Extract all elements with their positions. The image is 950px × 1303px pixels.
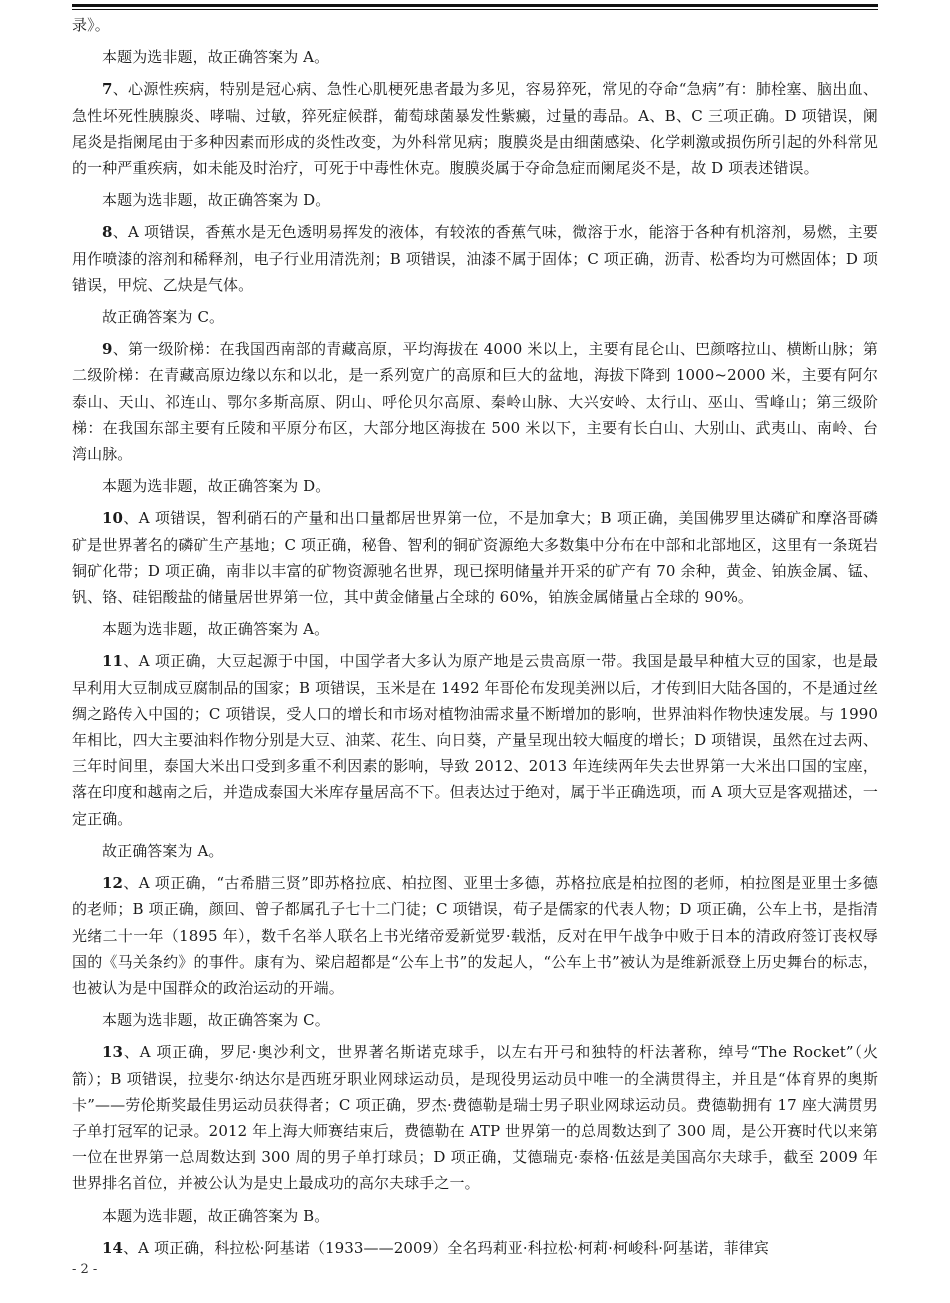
paragraph-text: 本题为选非题，故正确答案为 A。 [102,48,330,67]
answer-conclusion-paragraph [72,473,878,499]
answer-explanation-paragraph [72,336,878,467]
answer-conclusion-paragraph [72,304,878,330]
answer-conclusion-paragraph [72,838,878,864]
paragraph-text: 本题为选非题，故正确答案为 D。 [102,477,331,496]
question-number: 7 [102,80,113,99]
paragraph-text: 故正确答案为 A。 [102,841,224,860]
answer-explanation-paragraph [72,219,878,298]
paragraph-text: 、A 项正确，大豆起源于中国，中国学者大多认为原产地是云贵高原一带。我国是最早种植大豆的国家，也是最早利用大豆制成豆腐制品的国家；B 项错误，玉米是在 1492 年哥伦布发现美洲以后，才传到旧大陆各国的，不是通过丝绸之路传入中国的；C 项错误，受人口的增长和市场对植物油需求量不断增加的影响，世界油料作物快速发展。与 1990 年相比，四大主要油料作物分别是大豆、油菜、花生、向日葵，产量呈现出较大幅度的增长；D 项错误，虽然在过去两、三年时间里，泰国大米出口受到多重不利因素的影响，导致 2012、2013 年连续两年失去世界第一大米出口国的宝座，落在印度和越南之后，并造成泰国大米库存量居高不下。但表达过于绝对，属于半正确选项，而 A 项大豆是客观描述，一定正确。 [72,652,878,828]
answer-explanation-paragraph [72,505,878,610]
paragraph-text: 、A 项正确，“古希腊三贤”即苏格拉底、柏拉图、亚里士多德，苏格拉底是柏拉图的老师，柏拉图是亚里士多德的老师；B 项正确，颜回、曾子都属孔子七十二门徒；C 项错误，荀子是儒家的代表人物；D 项正确，公车上书，是指清光绪二十一年（1895 年），数千名举人联名上书光绪帝爱新觉罗·载湉，反对在甲午战争中败于日本的清政府签订丧权辱国的《马关条约》的事件。康有为、梁启超都是“公车上书”的发起人，“公车上书”被认为是维新派登上历史舞台的标志，也被认为是中国群众的政治运动的开端。 [72,874,878,997]
answer-conclusion-paragraph [72,1007,878,1033]
page-number: - 2 - [72,1262,98,1277]
question-number: 9 [102,340,113,359]
answer-explanation-paragraph [72,76,878,181]
answer-conclusion-paragraph [72,187,878,213]
paragraph-text: 、A 项错误，香蕉水是无色透明易挥发的液体，有较浓的香蕉气味，微溶于水，能溶于各种有机溶剂，易燃，主要用作喷漆的溶剂和稀释剂，电子行业用清洗剂；B 项错误，油漆不属于固体；C 项正确，沥青、松香均为可燃固体；D 项错误，甲烷、乙炔是气体。 [72,223,878,294]
paragraph-text: 、A 项错误，智利硝石的产量和出口量都居世界第一位，不是加拿大；B 项正确，美国佛罗里达磷矿和摩洛哥磷矿是世界著名的磷矿生产基地；C 项正确，秘鲁、智利的铜矿资源绝大多数集中分布在中部和北部地区，这里有一条斑岩铜矿化带；D 项正确，南非以丰富的矿物资源驰名世界，现已探明储量并开采的矿产有 70 余种，黄金、铂族金属、锰、钒、铬、硅铝酸盐的储量居世界第一位，其中黄金储量占全球的 60%，铂族金属储量占全球的 90%。 [72,509,878,607]
paragraph-text: 故正确答案为 C。 [102,308,225,327]
answer-conclusion-paragraph [72,616,878,642]
question-number: 10 [102,509,124,528]
answer-explanation-paragraph [72,870,878,1001]
question-number: 11 [102,652,124,671]
question-number: 12 [102,874,124,893]
paragraph-text: 、心源性疾病，特别是冠心病、急性心肌梗死患者最为多见，容易猝死，常见的夺命“急病”有：肺栓塞、脑出血、急性坏死性胰腺炎、哮喘、过敏，猝死症候群，葡萄球菌暴发性紫癜，过量的毒品。A、B、C 三项正确。D 项错误，阑尾炎是指阑尾由于多种因素而形成的炎性改变，为外科常见病；腹膜炎是由细菌感染、化学刺激或损伤所引起的外科常见的一种严重疾病，如未能及时治疗，可死于中毒性休克。腹膜炎属于夺命急症而阑尾炎不是，故 D 项表述错误。 [72,80,878,178]
answer-conclusion-paragraph [72,1203,878,1229]
paragraph-text: 本题为选非题，故正确答案为 C。 [102,1011,330,1030]
question-number: 8 [102,223,113,242]
answer-explanation-paragraph [72,1235,878,1261]
answer-explanation-paragraph [72,1039,878,1196]
paragraph-text: 录》。 [72,16,110,34]
paragraph-text: 、第一级阶梯：在我国西南部的青藏高原，平均海拔在 4000 米以上，主要有昆仑山、巴颜喀拉山、横断山脉；第二级阶梯：在青藏高原边缘以东和以北，是一系列宽广的高原和巨大的盆地，海拔下降到 1000~2000 米，主要有阿尔泰山、天山、祁连山、鄂尔多斯高原、阴山、呼伦贝尔高原、秦岭山脉、大兴安岭、太行山、巫山、雪峰山；第三级阶梯：在我国东部主要有丘陵和平原分布区，大部分地区海拔在 500 米以下，主要有长白山、大别山、武夷山、南岭、台湾山脉。 [72,340,878,464]
paragraph-text: 本题为选非题，故正确答案为 B。 [102,1206,330,1225]
paragraph-text: 、A 项正确，科拉松·阿基诺（1933——2009）全名玛莉亚·科拉松·柯莉·柯峻科·阿基诺，菲律宾 [123,1238,769,1257]
header-rule-thin [72,9,878,10]
document-body [72,12,878,1267]
paragraph-text: 本题为选非题，故正确答案为 A。 [102,620,330,639]
answer-conclusion-paragraph [72,44,878,70]
paragraph-text: 、A 项正确，罗尼·奥沙利文，世界著名斯诺克球手，以左右开弓和独特的杆法著称，绰号“The Rocket”（火箭）；B 项错误，拉斐尔·纳达尔是西班牙职业网球运动员，是现役男运动员中唯一的全满贯得主，并且是“体育界的奥斯卡”——劳伦斯奖最佳男运动员获得者；C 项正确，罗杰·费德勒是瑞士男子职业网球运动员。费德勒拥有 17 座大满贯男子单打冠军的记录。2012 年上海大师赛结束后，费德勒在 ATP 世界第一的总周数达到了 300 周，是公开赛时代以来第一位在世界第一总周数达到 300 周的男子单打球员；D 项正确，艾德瑞克·泰格·伍兹是美国高尔夫球手，截至 2009 年世界排名首位，并被公认为是史上最成功的高尔夫球手之一。 [72,1043,878,1193]
paragraph-text: 本题为选非题，故正确答案为 D。 [102,191,331,210]
answer-conclusion-paragraph [72,12,878,38]
answer-explanation-paragraph [72,648,878,831]
question-number: 13 [102,1043,124,1062]
question-number: 14 [102,1238,124,1257]
header-rule-thick [72,4,878,7]
